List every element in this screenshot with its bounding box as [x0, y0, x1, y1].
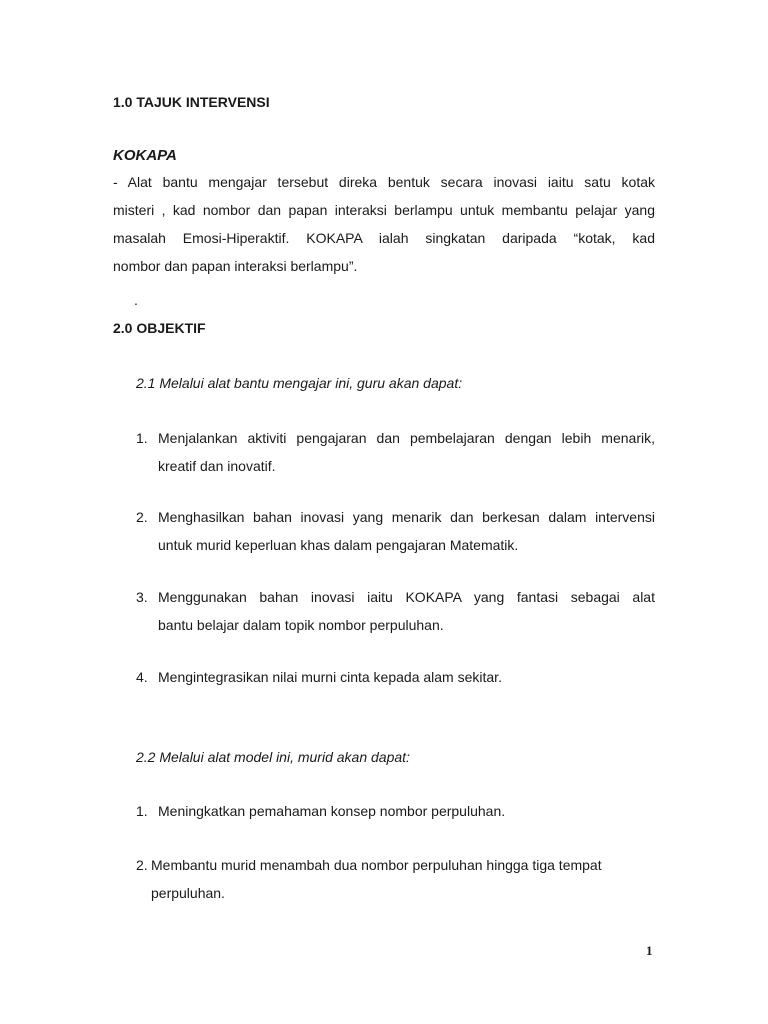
item-line: Meningkatkan pemahaman konsep nombor perpuluhan.: [158, 803, 506, 819]
paragraph-line: masalah Emosi-Hiperaktif. KOKAPA ialah singkatan daripada “kotak, kad: [113, 230, 655, 246]
item-line: Mengintegrasikan nilai murni cinta kepada alam sekitar.: [158, 669, 502, 685]
subsection-2-2-title: 2.2 Melalui alat model ini, murid akan dapat:: [136, 749, 410, 765]
paragraph-line: nombor dan papan interaksi berlampu”.: [113, 258, 358, 274]
item-line: Menggunakan bahan inovasi iaitu KOKAPA yang fantasi sebagai alat: [158, 589, 655, 605]
item-number: 2.: [136, 857, 148, 873]
item-line: Membantu murid menambah dua nombor perpuluhan hingga tiga tempat: [151, 857, 602, 873]
item-line: Menghasilkan bahan inovasi yang menarik dan berkesan dalam intervensi: [158, 509, 655, 525]
section-2-heading: 2.0 OBJEKTIF: [113, 320, 206, 336]
item-line: untuk murid keperluan khas dalam pengajaran Matematik.: [158, 537, 519, 553]
item-number: 3.: [136, 589, 148, 605]
item-line: Menjalankan aktiviti pengajaran dan pembelajaran dengan lebih menarik,: [158, 430, 655, 446]
section-1-heading: 1.0 TAJUK INTERVENSI: [113, 94, 270, 110]
item-line: bantu belajar dalam topik nombor perpuluhan.: [158, 617, 444, 633]
paragraph-line: misteri , kad nombor dan papan interaksi berlampu untuk membantu pelajar yang: [113, 202, 655, 218]
paragraph-line: - Alat bantu mengajar tersebut direka bentuk secara inovasi iaitu satu kotak: [113, 174, 655, 190]
item-number: 1.: [136, 430, 148, 446]
page-number: 1: [646, 943, 653, 958]
subsection-2-1-title: 2.1 Melalui alat bantu mengajar ini, guru akan dapat:: [136, 375, 463, 391]
item-number: 2.: [136, 509, 148, 525]
item-number: 1.: [136, 803, 148, 819]
item-line: kreatif dan inovatif.: [158, 458, 276, 474]
item-number: 4.: [136, 669, 148, 685]
intro-paragraph: [113, 168, 655, 280]
kokapa-title: KOKAPA: [113, 147, 177, 164]
item-line: perpuluhan.: [151, 885, 225, 901]
stray-mark: .: [134, 292, 138, 308]
